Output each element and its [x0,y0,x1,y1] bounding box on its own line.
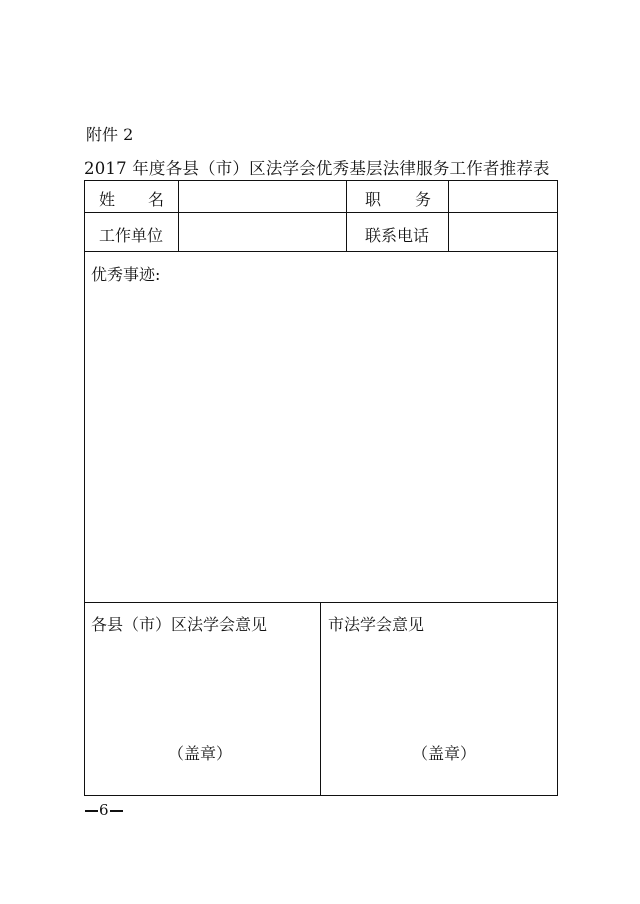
col-divider-label-right [448,180,449,252]
form-title: 2017 年度各县（市）区法学会优秀基层法律服务工作者推荐表 [84,159,550,178]
opinion-divider [320,602,321,796]
row-divider-1 [84,212,558,213]
name-value-field[interactable] [180,182,345,211]
workplace-value-field[interactable] [180,214,345,250]
workplace-label: 工作单位 [99,226,164,245]
deeds-label: 优秀事迹: [91,265,161,284]
row-divider-2 [84,251,558,252]
deeds-content-area[interactable] [86,285,556,600]
county-opinion-label: 各县（市）区法学会意见 [91,615,268,634]
page-number-value: 6 [99,801,109,819]
attachment-label: 附件 2 [86,125,134,144]
phone-value-field[interactable] [450,214,556,250]
position-label-char-1: 职 [365,190,382,209]
table-border-right [557,180,558,796]
city-opinion-label: 市法学会意见 [328,615,425,634]
col-divider-label-left [178,180,179,252]
name-label-char-1: 姓 [99,190,116,209]
position-label-char-2: 务 [415,190,432,209]
name-label-char-2: 名 [148,190,165,209]
phone-label: 联系电话 [365,226,430,245]
city-seal-label: （盖章） [412,744,477,763]
col-divider-middle [346,180,347,252]
page-number [84,801,124,819]
position-value-field[interactable] [450,182,556,211]
county-seal-label: （盖章） [168,744,233,763]
